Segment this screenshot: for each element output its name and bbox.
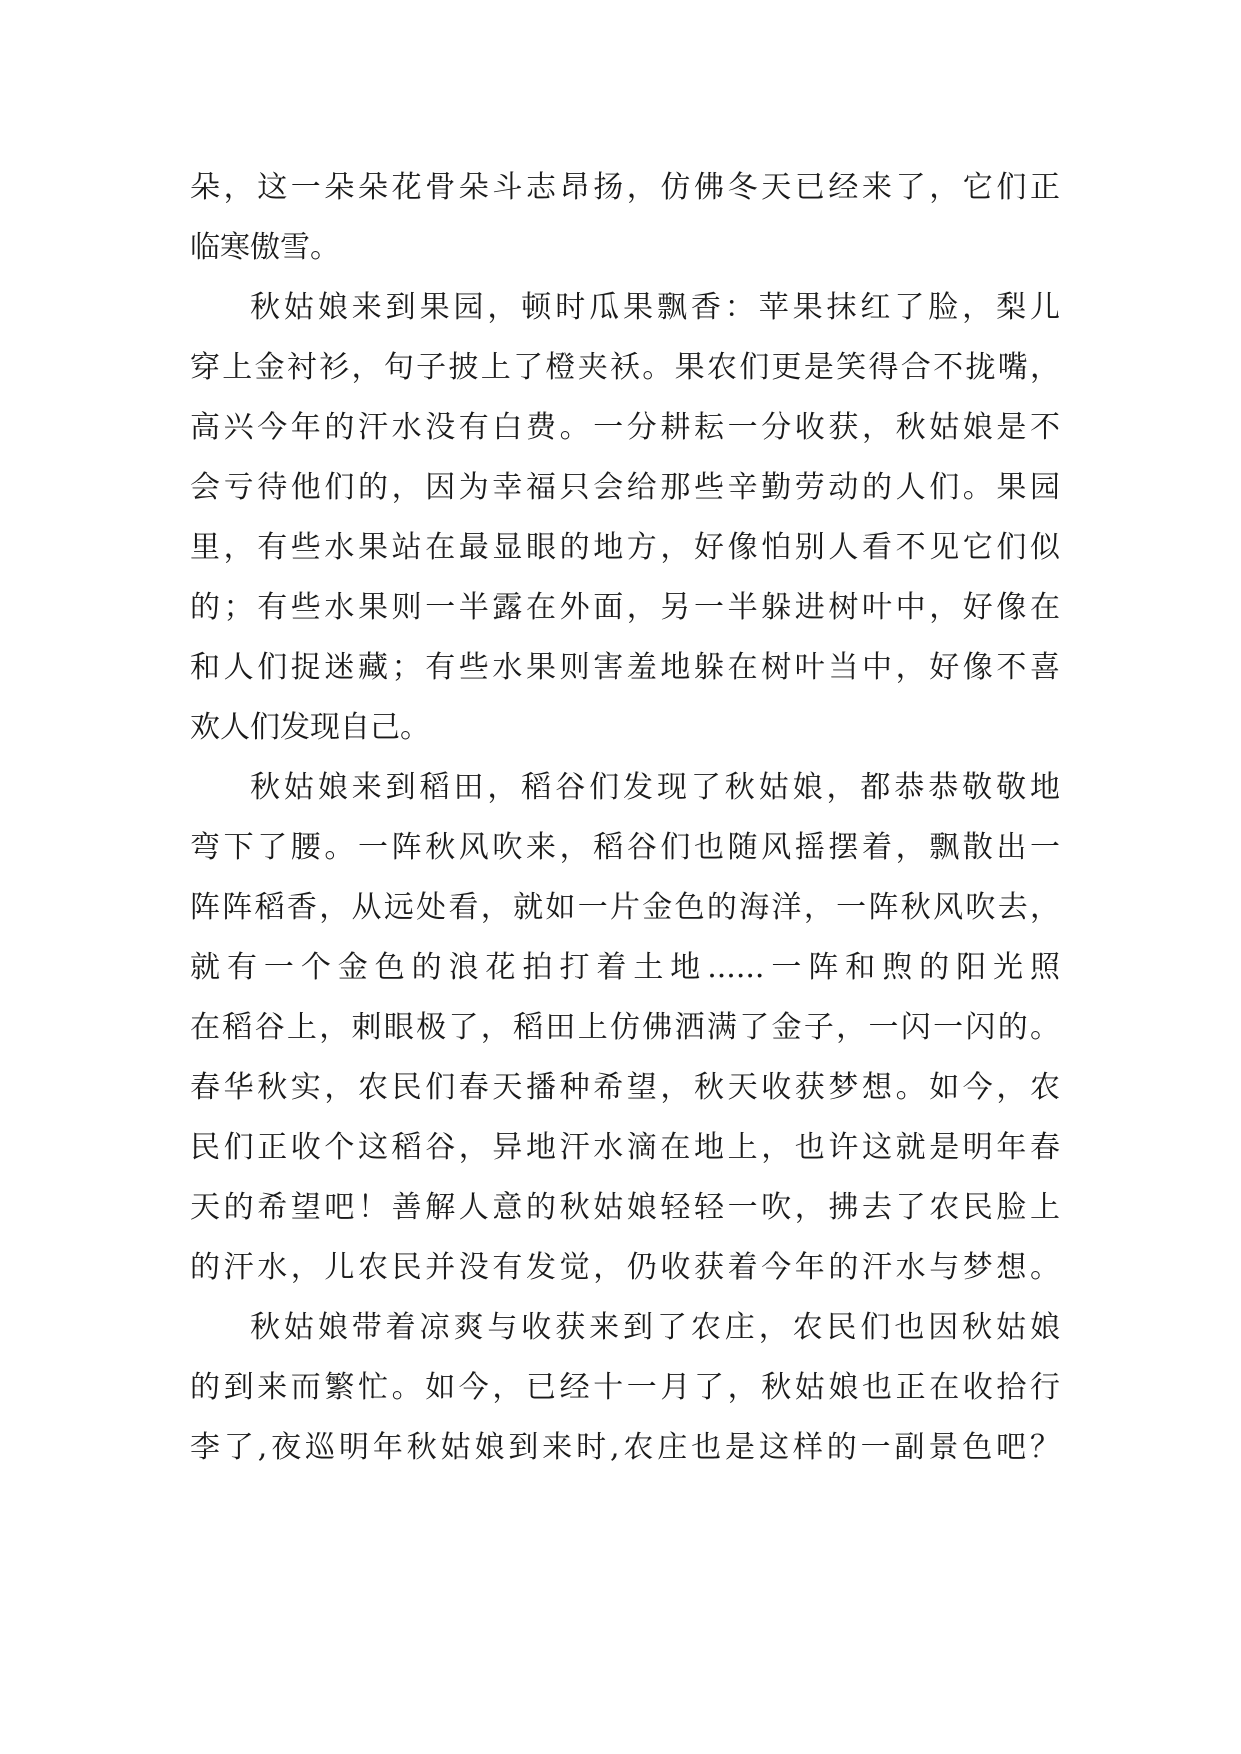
paragraph — [190, 1298, 1060, 1478]
paragraph — [190, 278, 1060, 758]
text-line: 的到来而繁忙。如今，已经十一月了，秋姑娘也正在收拾行 — [190, 1370, 1060, 1405]
text-line: 的汗水，儿农民并没有发觉，仍收获着今年的汗水与梦想。 — [190, 1250, 1060, 1285]
text-line: 的；有些水果则一半露在外面，另一半躲进树叶中，好像在 — [190, 590, 1060, 625]
text-line: 弯下了腰。一阵秋风吹来，稻谷们也随风摇摆着，飘散出一 — [190, 830, 1060, 865]
text-line: 秋姑娘来到稻田，稻谷们发现了秋姑娘，都恭恭敬敬地 — [250, 770, 1060, 805]
text-line: 会亏待他们的，因为幸福只会给那些辛勤劳动的人们。果园 — [190, 470, 1060, 505]
text-line: 里，有些水果站在最显眼的地方，好像怕别人看不见它们似 — [190, 530, 1060, 565]
text-line: 李了,夜巡明年秋姑娘到来时,农庄也是这样的一副景色吧？ — [190, 1430, 1060, 1465]
text-line: 朵，这一朵朵花骨朵斗志昂扬，仿佛冬天已经来了，它们正 — [190, 170, 1060, 205]
text-line: 和人们捉迷藏；有些水果则害羞地躲在树叶当中，好像不喜 — [190, 650, 1060, 685]
text-line: 天的希望吧！善解人意的秋姑娘轻轻一吹，拂去了农民脸上 — [190, 1190, 1060, 1225]
text-line: 秋姑娘带着凉爽与收获来到了农庄，农民们也因秋姑娘 — [250, 1310, 1060, 1345]
paragraph — [190, 758, 1060, 1298]
text-line: 民们正收个这稻谷，异地汗水滴在地上，也许这就是明年春 — [190, 1130, 1060, 1165]
text-line: 欢人们发现自己。 — [190, 710, 430, 745]
text-line: 临寒傲雪。 — [190, 230, 340, 265]
document-body — [190, 158, 1060, 1478]
text-line: 穿上金衬衫，句子披上了橙夹袄。果农们更是笑得合不拢嘴， — [190, 350, 1060, 385]
paragraph — [190, 158, 1060, 278]
text-line: 春华秋实，农民们春天播种希望，秋天收获梦想。如今，农 — [190, 1070, 1060, 1105]
text-line: 秋姑娘来到果园，顿时瓜果飘香：苹果抹红了脸，梨儿 — [250, 290, 1060, 325]
text-line: 高兴今年的汗水没有白费。一分耕耘一分收获，秋姑娘是不 — [190, 410, 1060, 445]
text-line: 就有一个金色的浪花拍打着土地......一阵和煦的阳光照 — [190, 950, 1060, 985]
text-line: 阵阵稻香，从远处看，就如一片金色的海洋，一阵秋风吹去， — [190, 890, 1060, 925]
text-line: 在稻谷上，刺眼极了，稻田上仿佛洒满了金子，一闪一闪的。 — [190, 1010, 1060, 1045]
